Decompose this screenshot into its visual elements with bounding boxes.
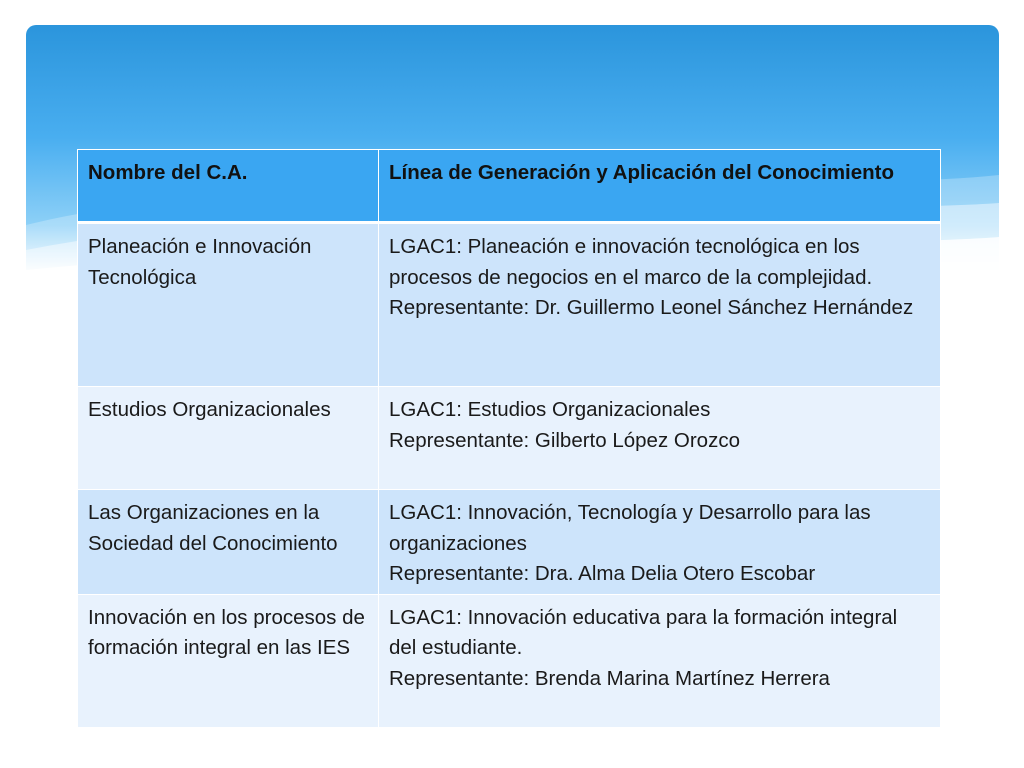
representante-text: Representante: Dr. Guillermo Leonel Sánchez Hernández <box>389 296 914 319</box>
header-nombre: Nombre del C.A. <box>78 150 379 223</box>
ca-name-cell: Innovación en los procesos de formación integral en las IES <box>78 594 379 727</box>
cuerpos-academicos-table <box>77 149 941 728</box>
table-row <box>78 223 941 387</box>
header-lgac: Línea de Generación y Aplicación del Conocimiento <box>379 150 941 223</box>
lgac-text: LGAC1: Planeación e innovación tecnológica en los procesos de negocios en el marco de la complejidad. <box>389 235 873 289</box>
ca-name-cell: Planeación e Innovación Tecnológica <box>78 223 379 387</box>
table-row <box>78 490 941 595</box>
ca-name-cell: Estudios Organizacionales <box>78 387 379 490</box>
lgac-cell <box>379 490 941 595</box>
ca-name-cell: Las Organizaciones en la Sociedad del Conocimiento <box>78 490 379 595</box>
representante-text: Representante: Dra. Alma Delia Otero Escobar <box>389 562 816 585</box>
lgac-text: LGAC1: Estudios Organizacionales <box>389 398 711 421</box>
lgac-cell <box>379 223 941 387</box>
lgac-text: LGAC1: Innovación, Tecnología y Desarrollo para las organizaciones <box>389 501 871 555</box>
representante-text: Representante: Gilberto López Orozco <box>389 428 740 452</box>
table-header-row <box>78 150 941 223</box>
table-row <box>78 594 941 727</box>
lgac-cell <box>379 387 941 490</box>
lgac-cell <box>379 594 941 727</box>
representante-text: Representante: Brenda Marina Martínez Herrera <box>389 666 830 690</box>
lgac-text: LGAC1: Innovación educativa para la formación integral del estudiante. <box>389 605 898 659</box>
table-row <box>78 387 941 490</box>
